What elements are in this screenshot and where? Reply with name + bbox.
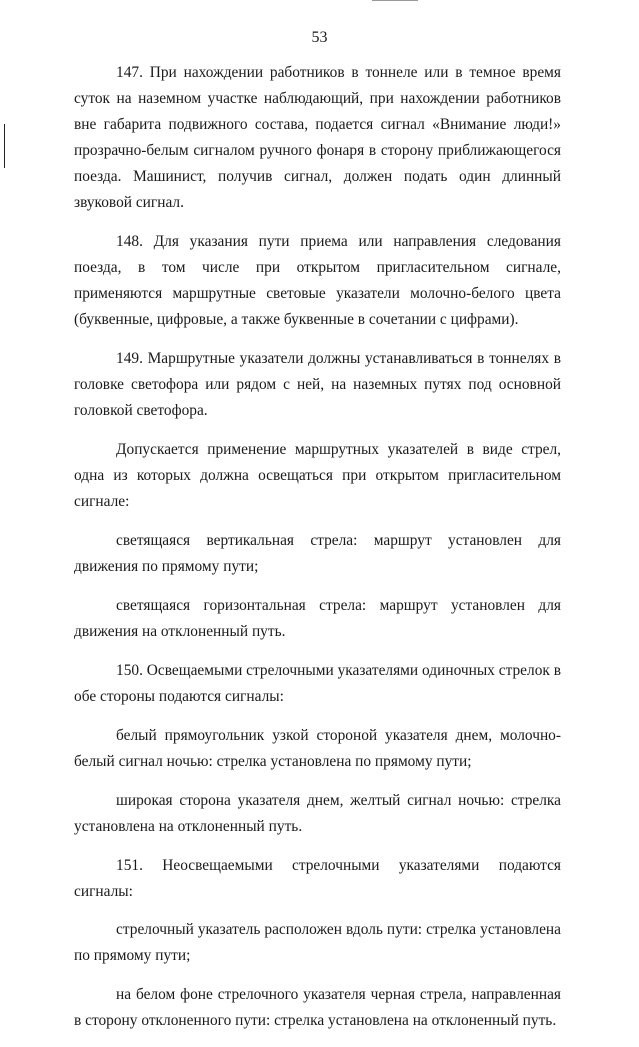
left-margin-mark (4, 124, 5, 168)
paragraph-horizontal-arrow: светящаяся горизонтальная стрела: маршрут установлен для движения на отклоненный путь. (74, 597, 561, 640)
paragraph-148: 148. Для указания пути приема или направления следования поезда, в том числе при открытом пригласительном сигнале, применяются маршрутные световые указатели молочно-белого цвета (буквенные, цифровые, а также буквенные в сочетании с цифрами). (74, 233, 561, 328)
paragraph-151: 151. Неосвещаемыми стрелочными указателями подаются сигналы: (74, 857, 561, 900)
document-body (74, 60, 561, 1047)
paragraph-149: 149. Маршрутные указатели должны устанавливаться в тоннелях в головке светофора или рядом с ней, на наземных путях под основной головкой светофора. (74, 350, 561, 419)
paragraph-wide-side: широкая сторона указателя днем, желтый сигнал ночью: стрелка установлена на отклоненный путь. (74, 792, 561, 835)
paragraph-black-arrow: на белом фоне стрелочного указателя черная стрела, направленная в сторону отклоненного пути: стрелка установлена на отклоненный путь. (74, 986, 561, 1029)
paragraph-along-track: стрелочный указатель расположен вдоль пути: стрелка установлена по прямому пути; (74, 921, 561, 964)
page-number: 53 (311, 29, 328, 46)
top-scan-mark (372, 0, 418, 1)
paragraph-vertical-arrow: светящаяся вертикальная стрела: маршрут установлен для движения по прямому пути; (74, 532, 561, 575)
paragraph-white-rectangle: белый прямоугольник узкой стороной указателя днем, молочно-белый сигнал ночью: стрелка установлена по прямому пути; (74, 727, 561, 770)
paragraph-150: 150. Освещаемыми стрелочными указателями одиночных стрелок в обе стороны подаются сигналы: (74, 662, 561, 705)
paragraph-arrows-intro: Допускается применение маршрутных указателей в виде стрел, одна из которых должна освещаться при открытом пригласительном сигнале: (74, 441, 561, 510)
paragraph-147: 147. При нахождении работников в тоннеле или в темное время суток на наземном участке наблюдающий, при нахождении работников вне габарита подвижного состава, подается сигнал «Внимание люди!» прозрачно-белым сигналом ручного фонаря в сторону приближающегося поезда. Машинист, получив сигнал, должен подать один длинный звуковой сигнал. (74, 64, 561, 211)
